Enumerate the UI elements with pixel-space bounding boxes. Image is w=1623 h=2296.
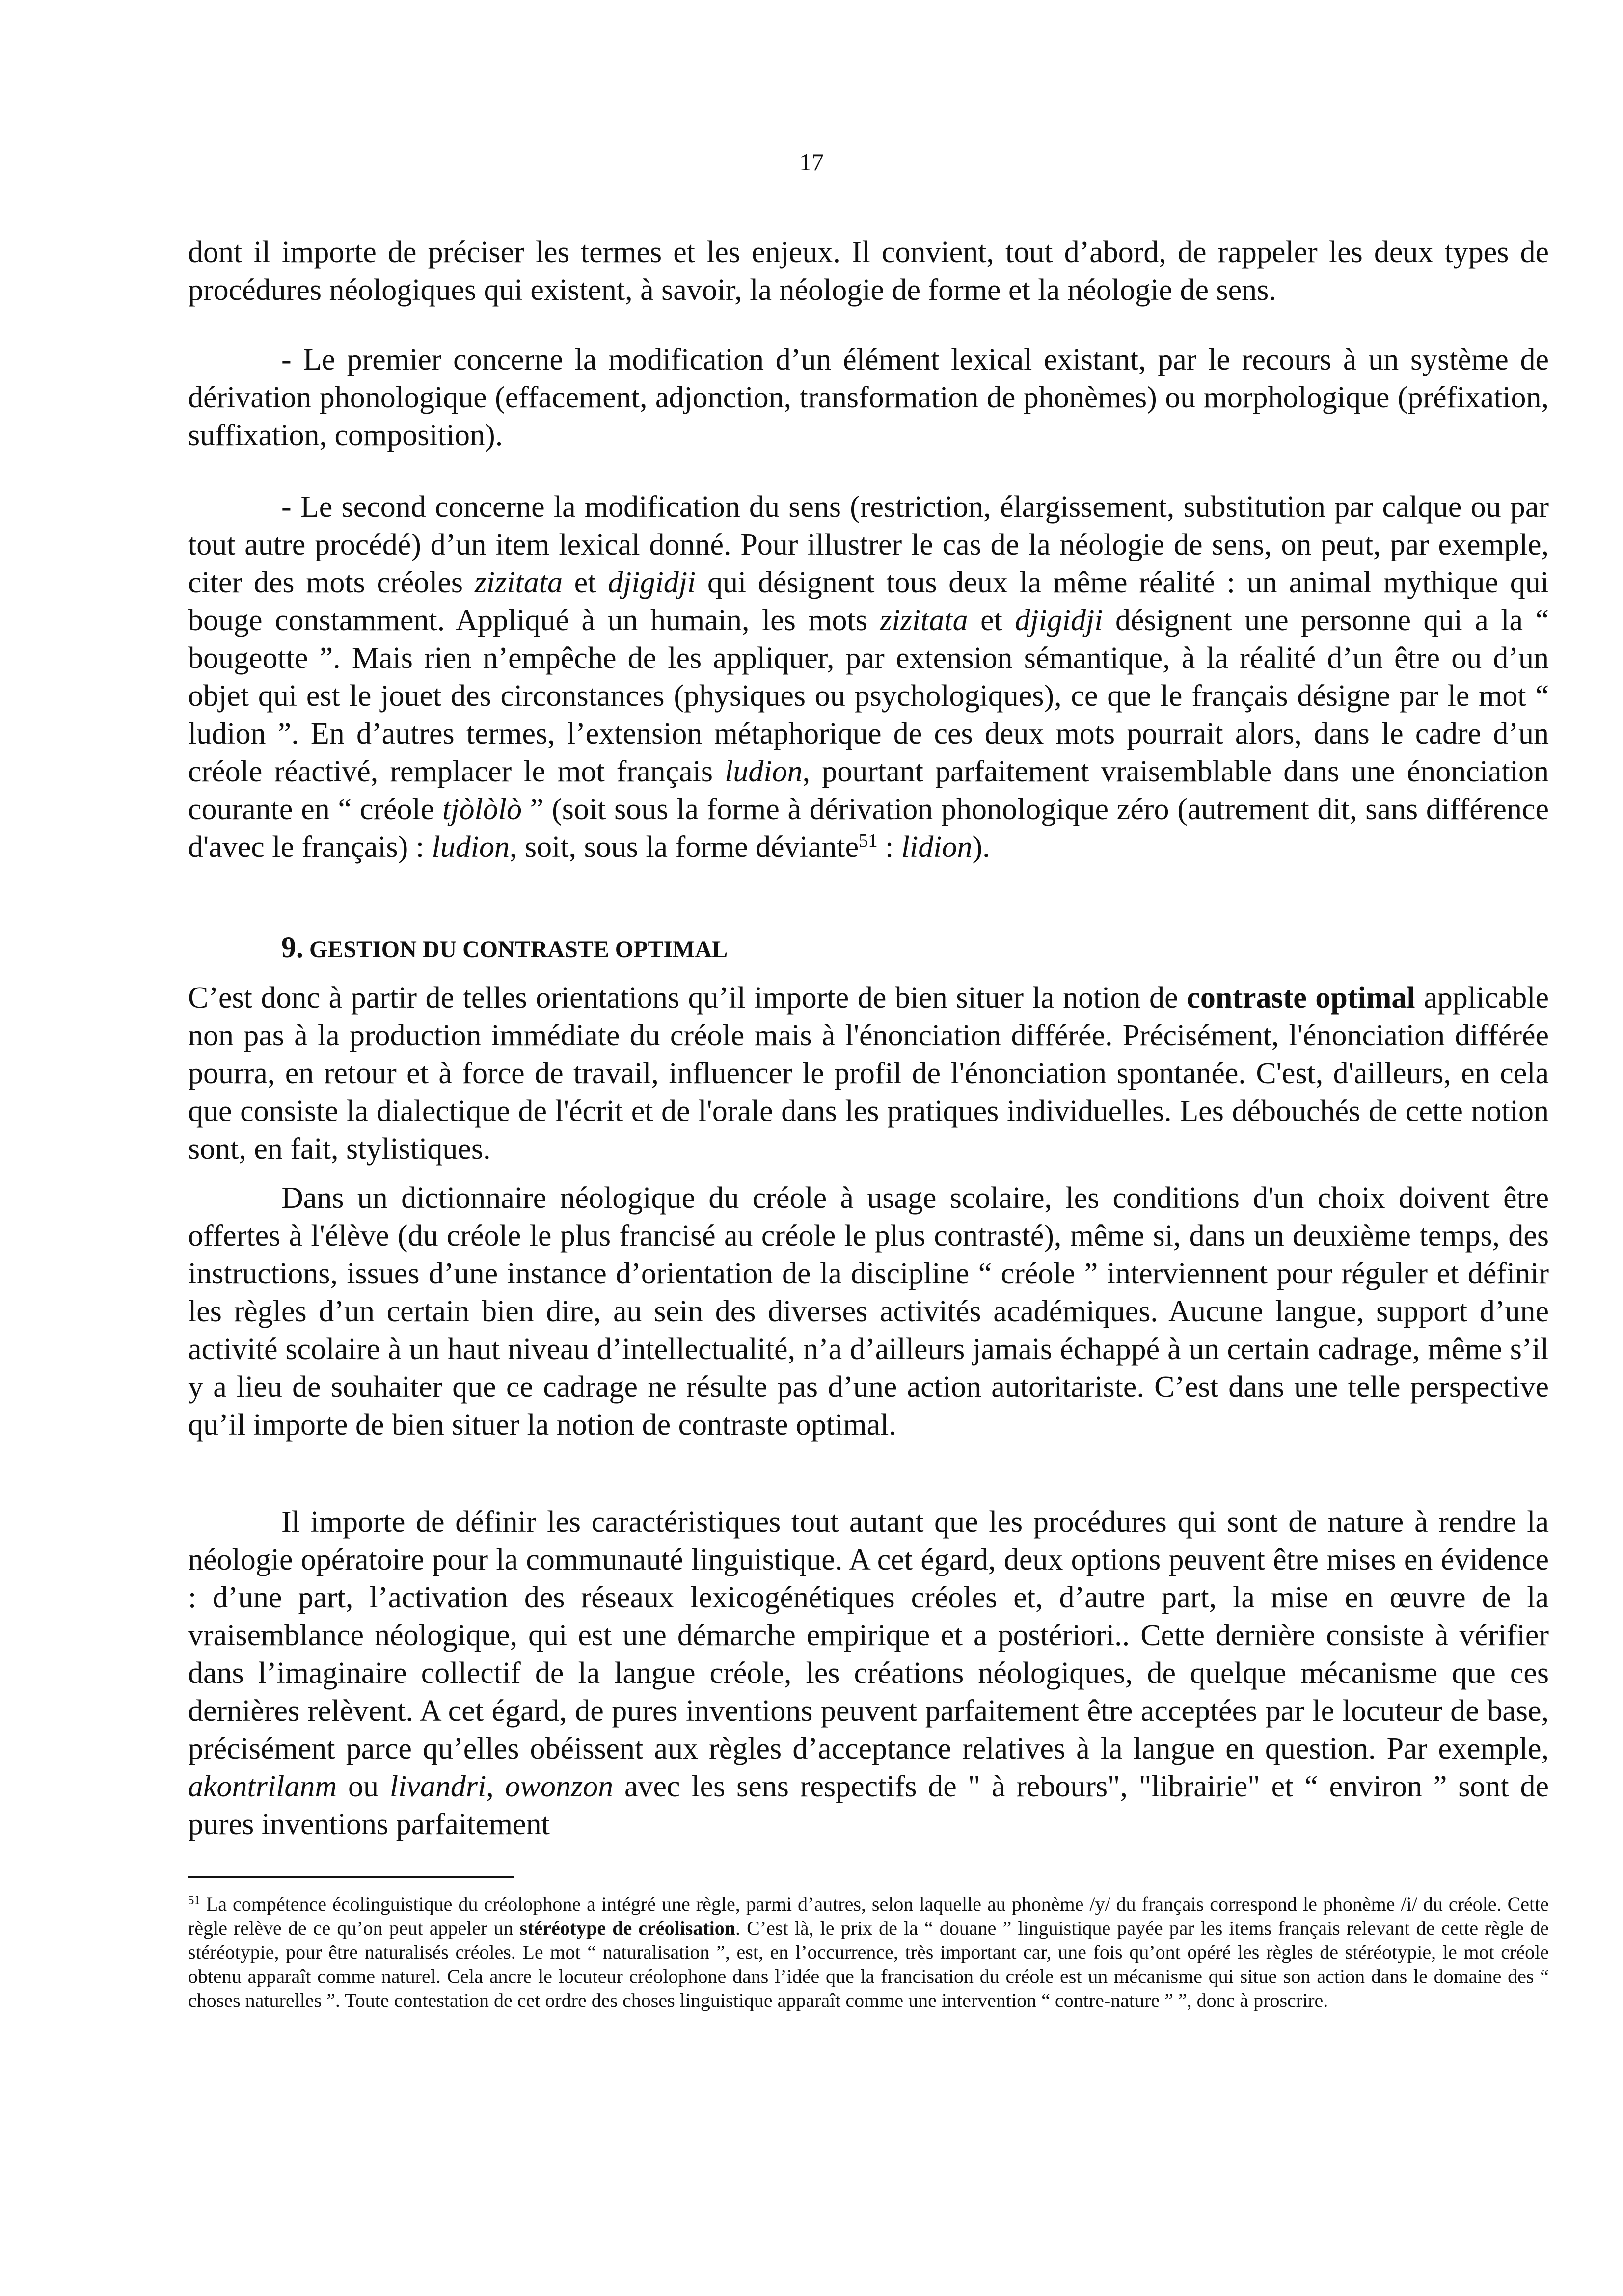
footnote-51: [188, 1892, 1549, 2012]
text-run: avec les sens respectifs de " à rebours", "librairie" et “ environ ” sont de pures inventions parfaitement: [188, 1770, 1549, 1841]
footnote-separator: [188, 1876, 514, 1878]
text-run: , pourtant parfaitement vraisemblable dans une énonciation courante en “ créole: [188, 755, 1549, 826]
italic-term: ludion: [725, 755, 803, 788]
italic-term: ludion: [432, 830, 510, 864]
paragraph-4: [188, 979, 1549, 1168]
bold-term: contraste optimal: [1187, 981, 1415, 1015]
text-run: - Le second concerne la modification du sens (restriction, élargissement, substitution par calque ou par tout autre procédé) d’un item lexical donné. Pour illustrer le cas de la néologie de sens, on peut, par exemple, citer des mots créoles: [188, 490, 1549, 599]
italic-term: djigidji: [608, 566, 696, 599]
text-run: qui désignent tous deux la même réalité : un animal mythique qui bouge constamment. Appliqué à un humain, les mots: [188, 566, 1549, 637]
paragraph-5: [188, 1179, 1549, 1444]
paragraph-5-text: Dans un dictionnaire néologique du créole à usage scolaire, les conditions d'un choix doivent être offertes à l'élève (du créole le plus francisé au créole le plus contrasté), même si, dans un deuxième temps, des instructions, issues d’une instance d’orientation de la discipline “ créole ” interviennent pour réguler et définir les règles d’un certain bien dire, au sein des diverses activités académiques. Aucune langue, support d’une activité scolaire à un haut niveau d’intellectualité, n’a d’ailleurs jamais échappé à un certain cadrage, même s’il y a lieu de souhaiter que ce cadrage ne résulte pas d’une action autoritariste. C’est dans une telle perspective qu’il importe de bien situer la notion de contraste optimal.: [188, 1181, 1549, 1442]
text-run: applicable non pas à la production immédiate du créole mais à l'énonciation différée. Précisément, l'énonciation différée pourra, en retour et à force de travail, influencer le profil de l'énonciation spontanée. C'est, d'ailleurs, en cela que consiste la dialectique de l'écrit et de l'orale dans les pratiques individuelles. Les débouchés de cette notion sont, en fait, stylistiques.: [188, 981, 1549, 1166]
footnote-text: [188, 1892, 1549, 2012]
text-run: La compétence écolinguistique du créolophone a intégré une règle, parmi d’autres, selon laquelle au phonème /y/ du français correspond le phonème /i/ du créole. Cette règle relève de ce qu’on peut appeler un: [188, 1893, 1549, 1939]
page-number: 17: [799, 148, 824, 176]
paragraph-6-text: [188, 1503, 1549, 1843]
section-number: 9.: [281, 931, 303, 963]
paragraph-3: [188, 488, 1549, 866]
footnote-marker: 51: [188, 1894, 200, 1907]
text-run: :: [877, 830, 901, 864]
italic-term: owonzon: [505, 1770, 614, 1803]
italic-term: zizitata: [474, 566, 563, 599]
paragraph-1: [188, 234, 1549, 309]
text-run: ” (soit sous la forme à dérivation phonologique zéro (autrement dit, sans différence d'avec le français) :: [188, 793, 1549, 864]
italic-term: lidion: [901, 830, 973, 864]
bold-term: stéréotype de créolisation: [519, 1917, 736, 1939]
section-title: GESTION DU CONTRASTE OPTIMAL: [309, 936, 728, 962]
paragraph-4-text: [188, 979, 1549, 1168]
section-heading: [281, 933, 728, 964]
italic-term: akontrilanm: [188, 1770, 337, 1803]
paragraph-2-text: - Le premier concerne la modification d’un élément lexical existant, par le recours à un système de dérivation phonologique (effacement, adjonction, transformation de phonèmes) ou morphologique (préfixation, suffixation, composition).: [188, 343, 1549, 452]
text-run: , soit, sous la forme déviante: [510, 830, 859, 864]
footnote-reference[interactable]: 51: [859, 830, 878, 851]
paragraph-1-text: dont il importe de préciser les termes et les enjeux. Il convient, tout d’abord, de rappeler les deux types de procédures néologiques qui existent, à savoir, la néologie de forme et la néologie de sens.: [188, 236, 1549, 307]
text-run: et: [968, 604, 1015, 637]
paragraph-6: [188, 1503, 1549, 1843]
text-run: ,: [486, 1770, 505, 1803]
paragraph-3-text: [188, 488, 1549, 866]
text-run: et: [562, 566, 608, 599]
italic-term: djigidji: [1015, 604, 1103, 637]
italic-term: tjòlòlò: [442, 793, 522, 826]
text-run: ).: [972, 830, 990, 864]
text-run: ou: [337, 1770, 390, 1803]
paragraph-2: [188, 341, 1549, 454]
text-run: C’est donc à partir de telles orientations qu’il importe de bien situer la notion de: [188, 981, 1187, 1015]
text-run: désignent une personne qui a la “ bougeotte ”. Mais rien n’empêche de les appliquer, par extension sémantique, à la réalité d’un être ou d’un objet qui est le jouet des circonstances (physiques ou psychologiques), ce que le français désigne par le mot “ ludion ”. En d’autres termes, l’extension métaphorique de ces deux mots pourrait alors, dans le cadre d’un créole réactivé, remplacer le mot français: [188, 604, 1549, 788]
text-run: Il importe de définir les caractéristiques tout autant que les procédures qui sont de nature à rendre la néologie opératoire pour la communauté linguistique. A cet égard, deux options peuvent être mises en évidence : d’une part, l’activation des réseaux lexicogénétiques créoles et, d’autre part, la mise en œuvre de la vraisemblance néologique, qui est une démarche empirique et a postériori.. Cette dernière consiste à vérifier dans l’imaginaire collectif de la langue créole, les créations néologiques, de quelque mécanisme que ces dernières relèvent. A cet égard, de pures inventions peuvent parfaitement être acceptées par le locuteur de base, précisément parce qu’elles obéissent aux règles d’acceptance relatives à la langue en question. Par exemple,: [188, 1505, 1549, 1765]
italic-term: zizitata: [880, 604, 968, 637]
italic-term: livandri: [389, 1770, 487, 1803]
text-run: . C’est là, le prix de la “ douane ” linguistique payée par les items français relevant de cette règle de stéréotypie, pour être naturalisés créoles. Le mot “ naturalisation ”, est, en l’occurrence, très important car, une fois qu’ont opéré les règles de stéréotypie, le mot créole obtenu apparaît comme naturel. Cela ancre le locuteur créolophone dans l’idée que la francisation du créole est un mécanisme qui situe son action dans le domaine des “ choses naturelles ”. Toute contestation de cet ordre des choses linguistique apparaît comme une intervention “ contre-nature ” ”, donc à proscrire.: [188, 1917, 1549, 2011]
